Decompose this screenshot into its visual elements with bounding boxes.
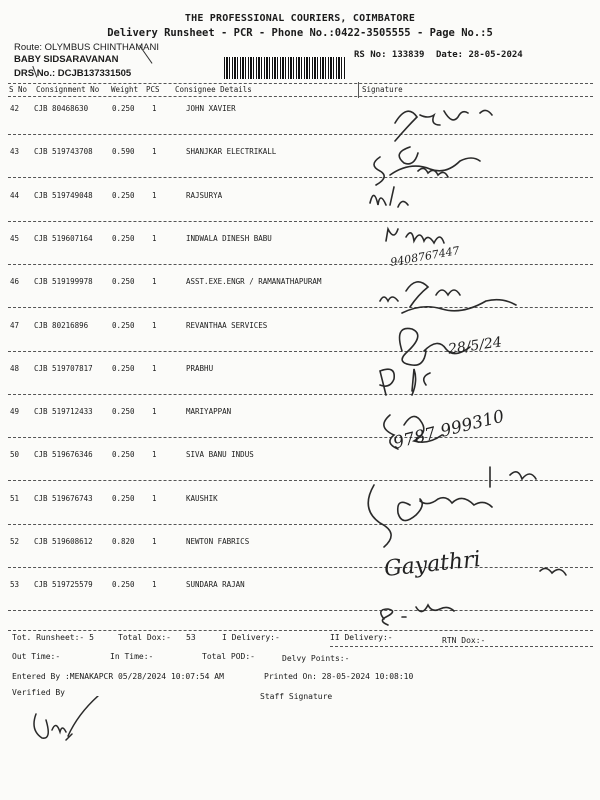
signature-r53 — [381, 605, 454, 625]
ii-delivery: II Delivery:- — [330, 633, 393, 642]
row-weight: 0.250 — [112, 450, 135, 460]
col-signature: Signature — [362, 85, 403, 94]
row-weight: 0.250 — [112, 190, 135, 200]
signature-r43 — [374, 147, 480, 185]
runsheet-subtitle: Delivery Runsheet - PCR - Phone No.:0422-3505555 - Page No.:5 — [107, 27, 493, 39]
row-consignee: MARIYAPPAN — [186, 407, 232, 417]
company-title: THE PROFESSIONAL COURIERS, COIMBATORE — [184, 13, 416, 24]
staff-signature: Staff Signature — [260, 692, 333, 701]
row-consignment: CJB 519707817 — [34, 363, 93, 373]
row-sno: 51 — [10, 493, 20, 503]
row-consignee: REVANTHAA SERVICES — [186, 320, 268, 330]
divider — [330, 646, 593, 647]
row-consignment: CJB 519676743 — [34, 493, 93, 503]
row-pcs: 1 — [152, 233, 157, 243]
handwritten-date-r47: 28/5/24 — [447, 334, 503, 358]
rs-number: RS No: 133839 — [354, 50, 425, 60]
row-consignee: SHANJKAR ELECTRIKALL — [186, 147, 277, 157]
signature-r52 — [540, 568, 566, 575]
row-consignee: SIVA BANU INDUS — [186, 450, 254, 460]
row-weight: 0.250 — [112, 277, 135, 287]
row-consignment: CJB 80468630 — [34, 104, 89, 113]
row-weight: 0.250 — [112, 320, 135, 330]
row-weight: 0.590 — [112, 147, 135, 157]
handwritten-name-r52: Gayathri — [382, 547, 482, 582]
row-pcs: 1 — [152, 104, 157, 113]
runsheet-date: Date: 28-05-2024 — [436, 50, 523, 60]
row-consignment: CJB 519725579 — [34, 580, 93, 590]
row-consignment: CJB 519608612 — [34, 537, 93, 546]
row-weight: 0.250 — [112, 233, 135, 243]
total-dox-value: 53 — [186, 633, 196, 642]
divider — [8, 83, 593, 84]
signature-r51 — [368, 467, 536, 547]
row-pcs: 1 — [152, 363, 157, 373]
row-pcs: 1 — [152, 537, 157, 546]
entered-by: Entered By :MENAKAPCR 05/28/2024 10:07:54 AM — [12, 672, 224, 681]
row-weight: 0.250 — [112, 104, 135, 113]
row-pcs: 1 — [152, 277, 157, 287]
row-consignment: CJB 80216896 — [34, 320, 89, 330]
row-consignment: CJB 519749048 — [34, 190, 93, 200]
row-sno: 48 — [10, 363, 20, 373]
row-sno: 46 — [10, 277, 20, 287]
col-details: Consignee Details — [175, 85, 252, 94]
rtn-dox: RTN Dox:- — [442, 636, 486, 645]
signature-r42 — [395, 110, 492, 141]
branch-label: BABY SIDSARAVANAN — [14, 54, 119, 65]
col-pcs: PCS — [146, 85, 160, 94]
signature-r44 — [370, 187, 408, 207]
i-delivery: I Delivery:- — [222, 633, 280, 642]
out-time: Out Time:- — [12, 652, 61, 661]
row-sno: 53 — [10, 580, 20, 590]
row-sno: 49 — [10, 407, 20, 417]
row-pcs: 1 — [152, 320, 157, 330]
verifier-signature — [26, 696, 106, 746]
drs-number: DRS No.: DCJB137331505 — [14, 68, 132, 79]
tot-runsheet: Tot. Runsheet:- 5 — [12, 633, 94, 642]
row-weight: 0.250 — [112, 407, 135, 417]
row-sno: 43 — [10, 147, 20, 157]
col-sno: S No — [9, 85, 28, 94]
row-consignee: JOHN XAVIER — [186, 104, 236, 113]
row-sno: 52 — [10, 537, 20, 546]
route-label: Route: OLYMBUS CHINTHAMANI — [14, 42, 159, 53]
handwritten-phone-r49: 9787 999310 — [391, 406, 507, 454]
row-consignment: CJB 519607164 — [34, 233, 93, 243]
total-dox-label: Total Dox:- — [118, 633, 171, 642]
row-sno: 42 — [10, 104, 20, 113]
col-weight: Weight — [111, 85, 139, 94]
row-pcs: 1 — [152, 450, 157, 460]
row-weight: 0.250 — [112, 363, 135, 373]
row-weight: 0.250 — [112, 493, 135, 503]
row-consignee: RAJSURYA — [186, 190, 223, 200]
barcode-icon — [224, 57, 346, 79]
signature-r45 — [386, 229, 444, 243]
row-sno: 50 — [10, 450, 20, 460]
signature-r46 — [380, 282, 516, 313]
row-consignee: KAUSHIK — [186, 493, 218, 503]
col-consignment: Consignment No — [36, 85, 100, 94]
row-sno: 47 — [10, 320, 20, 330]
row-consignee: NEWTON FABRICS — [186, 537, 250, 546]
row-consignee: PRABHU — [186, 363, 214, 373]
row-consignee: ASST.EXE.ENGR / RAMANATHAPURAM — [186, 277, 322, 287]
printed-on: Printed On: 28-05-2024 10:08:10 — [264, 672, 414, 681]
total-pod: Total POD:- — [202, 652, 255, 661]
delvy-points: Delvy Points:- — [282, 654, 350, 663]
row-pcs: 1 — [152, 580, 157, 590]
in-time: In Time:- — [110, 652, 154, 661]
row-sno: 44 — [10, 190, 20, 200]
handwritten-phone-r45: 9408767447 — [389, 244, 461, 269]
signature-r48 — [380, 369, 430, 395]
row-consignment: CJB 519676346 — [34, 450, 93, 460]
row-sno: 45 — [10, 233, 20, 243]
row-consignee: INDWALA DINESH BABU — [186, 233, 272, 243]
row-pcs: 1 — [152, 147, 157, 157]
row-consignment: CJB 519743708 — [34, 147, 93, 157]
verified-by: Verified By — [12, 688, 65, 697]
row-consignment: CJB 519199978 — [34, 277, 93, 287]
row-consignment: CJB 519712433 — [34, 407, 93, 417]
divider — [8, 630, 593, 631]
row-pcs: 1 — [152, 493, 157, 503]
row-pcs: 1 — [152, 407, 157, 417]
row-pcs: 1 — [152, 190, 157, 200]
row-weight: 0.250 — [112, 580, 135, 590]
row-weight: 0.820 — [112, 537, 135, 546]
row-consignee: SUNDARA RAJAN — [186, 580, 245, 590]
